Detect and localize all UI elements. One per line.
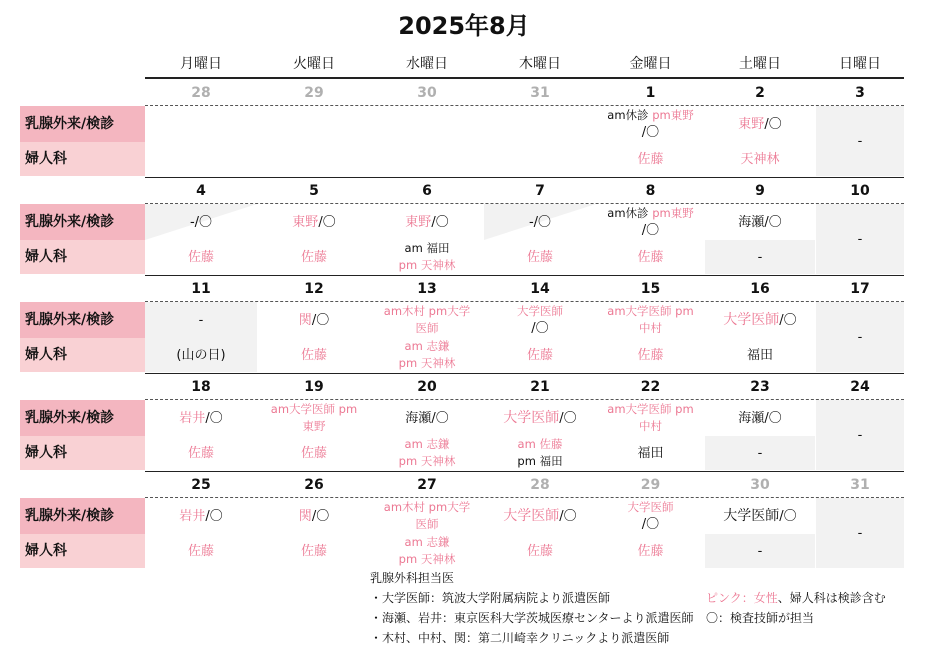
cell-line <box>190 214 212 231</box>
date-number: 28 <box>530 477 550 493</box>
sunday-closed-mark <box>816 106 904 176</box>
cell-text: 佐藤 <box>300 347 327 363</box>
cell-line <box>607 303 693 320</box>
cell-line <box>642 516 659 533</box>
cell-text: 大学医師 <box>517 304 563 318</box>
date-number: 10 <box>850 183 870 199</box>
date-number: 13 <box>417 281 437 297</box>
date-number: 23 <box>750 379 770 395</box>
cell-text: 佐藤 <box>637 249 664 265</box>
date-number: 31 <box>850 477 870 493</box>
cell-line <box>179 410 222 427</box>
week-separator <box>145 275 904 276</box>
cell-line <box>723 312 796 329</box>
cell-line <box>188 543 214 560</box>
cell-text: /〇 <box>431 214 449 230</box>
cell-line <box>738 410 781 427</box>
date-number: 16 <box>750 281 770 297</box>
cell-text: 東野 <box>405 214 432 230</box>
cell-text: /〇 <box>779 508 797 524</box>
week-separator <box>145 373 904 374</box>
cell-text: am 志鎌 <box>404 339 450 353</box>
breast-clinic-cell <box>705 498 815 534</box>
cell-text: 海瀬 <box>405 410 432 426</box>
cell-line <box>637 543 663 560</box>
gynecology-cell <box>597 534 704 568</box>
cell-text: 東野 <box>738 116 765 132</box>
cell-text: /〇 <box>764 116 782 132</box>
cell-text: 佐藤 <box>526 543 553 559</box>
breast-clinic-cell <box>371 400 483 436</box>
cell-text: am 志鎌 <box>404 535 450 549</box>
weekday-header: 土曜日 <box>739 56 781 72</box>
breast-clinic-cell <box>258 400 370 436</box>
cell-line <box>503 508 576 525</box>
cell-text: /〇 <box>531 321 549 336</box>
cell-text: 関 <box>298 508 312 524</box>
cell-text: am大学医師 pm <box>607 304 694 318</box>
cell-line <box>405 214 448 231</box>
cell-line <box>303 418 326 435</box>
gynecology-cell <box>705 534 815 568</box>
cell-text: am 佐藤 <box>517 437 563 451</box>
gynecology-cell <box>484 338 596 372</box>
legend-pink-word: ピンク：女性 <box>706 591 778 605</box>
date-number: 29 <box>304 85 324 101</box>
cell-text: 岩井 <box>179 410 206 426</box>
cell-text: 佐藤 <box>637 151 664 167</box>
cell-text: - <box>757 445 763 461</box>
cell-text: 福田 <box>637 445 664 461</box>
cell-line <box>399 355 456 372</box>
cell-text: 医師 <box>415 321 439 335</box>
cell-line <box>399 257 456 274</box>
cell-text: /〇 <box>311 312 330 328</box>
cell-text: pm 天神林 <box>398 258 456 272</box>
gynecology-cell <box>258 534 370 568</box>
cell-text: am大学医師 pm <box>607 402 694 416</box>
cell-text: /〇 <box>641 223 660 238</box>
cell-text: 東野 <box>292 214 319 230</box>
date-number: 24 <box>850 379 870 395</box>
cell-line <box>637 151 663 168</box>
row-label-breast: 乳腺外来/検診 <box>20 302 145 338</box>
gynecology-cell <box>705 436 815 470</box>
breast-clinic-cell <box>145 204 257 240</box>
cell-text: 佐藤 <box>187 543 214 559</box>
cell-text: am大学医師 pm <box>270 402 358 416</box>
cell-line <box>199 312 204 329</box>
breast-clinic-cell <box>597 106 704 142</box>
cell-line <box>301 347 327 364</box>
doctor-notes <box>370 568 694 648</box>
cell-text: 福田 <box>746 347 773 363</box>
cell-line <box>399 453 456 470</box>
gynecology-cell <box>705 240 815 274</box>
cell-line <box>758 249 763 266</box>
gynecology-cell <box>484 534 596 568</box>
cell-text: 海瀬 <box>738 214 765 230</box>
weekday-header: 火曜日 <box>293 56 335 72</box>
gynecology-cell <box>484 436 596 470</box>
gynecology-cell <box>597 142 704 176</box>
breast-clinic-cell <box>597 204 704 240</box>
cell-text: /〇 <box>559 410 577 426</box>
cell-text: 佐藤 <box>526 347 553 363</box>
notes-line-2: ・海瀬、岩井：東京医科大学茨城医療センターより派遣医師 <box>370 611 694 625</box>
cell-text: 佐藤 <box>637 347 664 363</box>
cell-text: /〇 <box>779 312 797 328</box>
cell-line <box>738 116 781 133</box>
cell-line <box>637 445 663 462</box>
breast-clinic-cell <box>484 498 596 534</box>
cell-text: 大学医師 <box>503 507 560 524</box>
sunday-closed-mark <box>816 400 904 470</box>
cell-text: pm 福田 <box>517 454 563 468</box>
weekday-header: 金曜日 <box>629 56 672 72</box>
breast-clinic-cell <box>597 400 704 436</box>
date-number: 26 <box>304 477 324 493</box>
date-number: 1 <box>645 85 656 101</box>
date-number: 11 <box>191 281 211 297</box>
date-number: 8 <box>645 183 656 199</box>
breast-clinic-cell <box>371 498 483 534</box>
cell-text: - <box>757 249 763 265</box>
weekday-header: 木曜日 <box>519 56 561 72</box>
closed-dash: - <box>857 525 863 541</box>
cell-text: 大学医師 <box>627 500 674 514</box>
gynecology-cell <box>705 142 815 176</box>
cell-line <box>188 445 214 462</box>
cell-line <box>405 436 450 453</box>
gynecology-cell <box>145 436 257 470</box>
notes-heading: 乳腺外科担当医 <box>370 571 455 585</box>
legend <box>706 588 886 628</box>
gynecology-cell <box>597 436 704 470</box>
date-number: 19 <box>304 379 324 395</box>
cell-text: am 志鎌 <box>404 437 450 451</box>
closed-dash: - <box>857 133 863 149</box>
cell-line <box>637 347 663 364</box>
cell-line <box>176 347 225 364</box>
cell-line <box>188 249 214 266</box>
cell-text: /〇 <box>318 214 336 230</box>
cell-text: am 福田 <box>404 241 450 255</box>
date-number: 20 <box>417 379 437 395</box>
closed-dash: - <box>857 329 863 345</box>
date-number: 5 <box>309 183 319 199</box>
cell-text: 大学医師 <box>503 409 560 426</box>
cell-text: /〇 <box>205 508 223 524</box>
cell-text: 海瀬 <box>738 410 765 426</box>
gynecology-cell <box>484 240 596 274</box>
breast-clinic-cell <box>145 400 257 436</box>
cell-line <box>299 508 329 525</box>
cell-line <box>639 418 662 435</box>
cell-text: /〇 <box>641 125 660 140</box>
cell-text: - <box>757 543 763 559</box>
cell-text: 中村 <box>639 321 662 335</box>
gynecology-cell <box>258 240 370 274</box>
cell-line <box>416 320 439 337</box>
date-number: 3 <box>855 85 865 101</box>
date-number: 18 <box>191 379 211 395</box>
date-number: 12 <box>304 281 324 297</box>
breast-clinic-cell <box>258 204 370 240</box>
gynecology-cell <box>371 534 483 568</box>
cell-text: 佐藤 <box>300 249 327 265</box>
cell-line <box>639 320 662 337</box>
week-separator <box>145 177 904 178</box>
date-number: 14 <box>530 281 550 297</box>
cell-text: 佐藤 <box>637 543 664 559</box>
cell-text: 東野 <box>302 419 326 433</box>
gynecology-cell <box>258 436 370 470</box>
sunday-closed-mark <box>816 302 904 372</box>
row-label-breast: 乳腺外来/検診 <box>20 106 145 142</box>
cell-text: 佐藤 <box>187 249 214 265</box>
cell-text: am休診 <box>607 108 653 122</box>
cell-text: /〇 <box>559 508 577 524</box>
cell-text: /〇 <box>764 214 782 230</box>
cell-line <box>740 151 779 168</box>
date-number: 28 <box>191 85 211 101</box>
cell-line <box>758 543 763 560</box>
gynecology-cell <box>145 534 257 568</box>
cell-line <box>399 551 456 568</box>
breast-clinic-cell <box>484 302 596 338</box>
breast-clinic-cell <box>705 204 815 240</box>
cell-text: /〇 <box>641 517 660 532</box>
date-number: 29 <box>640 477 661 493</box>
date-number: 7 <box>535 183 545 199</box>
gynecology-cell <box>705 338 815 372</box>
cell-line <box>517 453 562 470</box>
notes-line-1: ・大学医師：筑波大学附属病院より派遣医師 <box>370 591 611 605</box>
breast-clinic-cell <box>145 498 257 534</box>
legend-circle: 〇：検査技師が担当 <box>706 611 815 625</box>
breast-clinic-cell <box>705 400 815 436</box>
cell-text: am木村 pm大学 <box>383 304 471 318</box>
notes-line-3: ・木村、中村、関：第二川崎幸クリニックより派遣医師 <box>370 631 670 645</box>
cell-text: (山の日) <box>176 347 226 363</box>
date-number: 4 <box>196 183 206 199</box>
breast-clinic-cell <box>258 302 370 338</box>
gynecology-cell <box>371 436 483 470</box>
cell-line <box>607 401 693 418</box>
cell-text: -/〇 <box>189 214 213 230</box>
legend-pink <box>706 588 886 608</box>
cell-line <box>529 214 551 231</box>
cell-text: pm東野 <box>652 206 694 220</box>
cell-text: 佐藤 <box>526 249 553 265</box>
cell-line <box>723 508 796 525</box>
date-number: 22 <box>640 379 661 395</box>
weekday-header: 月曜日 <box>180 56 222 72</box>
date-number: 2 <box>755 85 765 101</box>
cell-line <box>179 508 222 525</box>
gynecology-cell <box>371 240 483 274</box>
weekday-header: 水曜日 <box>406 56 448 72</box>
cell-line <box>518 436 563 453</box>
cell-text: pm 天神林 <box>398 454 456 468</box>
cell-text: pm 天神林 <box>398 356 456 370</box>
date-number: 21 <box>530 379 550 395</box>
date-number: 31 <box>530 85 550 101</box>
breast-clinic-cell <box>145 302 257 338</box>
breast-clinic-cell <box>597 498 704 534</box>
gynecology-cell <box>371 338 483 372</box>
cell-line <box>738 214 781 231</box>
cell-text: /〇 <box>205 410 223 426</box>
sunday-closed-mark <box>816 498 904 568</box>
cell-line <box>642 222 659 239</box>
date-number: 9 <box>755 183 765 199</box>
cell-line <box>642 124 659 141</box>
gynecology-cell <box>145 240 257 274</box>
cell-line <box>405 338 450 355</box>
weekday-header: 日曜日 <box>839 56 881 72</box>
cell-line <box>384 499 470 516</box>
cell-text: /〇 <box>431 410 449 426</box>
cell-text: 中村 <box>639 419 662 433</box>
breast-clinic-cell <box>371 302 483 338</box>
row-label-breast: 乳腺外来/検診 <box>20 400 145 436</box>
cell-text: 大学医師 <box>723 507 780 524</box>
page-title: 2025年8月 <box>398 12 530 40</box>
cell-text: am木村 pm大学 <box>383 500 471 514</box>
cell-text: pm東野 <box>652 108 694 122</box>
cell-line <box>405 240 450 257</box>
cell-line <box>405 410 448 427</box>
cell-line <box>628 499 674 516</box>
date-number: 30 <box>750 477 770 493</box>
cell-line <box>292 214 335 231</box>
row-label-breast: 乳腺外来/検診 <box>20 204 145 240</box>
cell-text: pm 天神林 <box>398 552 456 566</box>
date-number: 30 <box>417 85 437 101</box>
cell-line <box>758 445 763 462</box>
cell-line <box>416 516 439 533</box>
date-number: 15 <box>640 281 661 297</box>
cell-text: 岩井 <box>179 508 206 524</box>
cell-line <box>527 347 553 364</box>
cell-text: -/〇 <box>528 214 552 230</box>
week-separator <box>145 471 904 472</box>
cell-line <box>299 312 329 329</box>
header-rule <box>145 77 904 79</box>
cell-line <box>503 410 576 427</box>
date-number: 25 <box>191 477 211 493</box>
row-label-gynecology: 婦人科 <box>20 436 145 470</box>
breast-clinic-cell <box>484 204 596 240</box>
breast-clinic-cell <box>371 204 483 240</box>
gynecology-cell <box>258 338 370 372</box>
cell-text: /〇 <box>311 508 330 524</box>
cell-line <box>527 249 553 266</box>
gynecology-cell <box>145 338 257 372</box>
cell-line <box>301 445 327 462</box>
row-label-gynecology: 婦人科 <box>20 534 145 568</box>
cell-text: 大学医師 <box>723 311 780 328</box>
cell-line <box>607 205 693 222</box>
gynecology-cell <box>597 338 704 372</box>
breast-clinic-cell <box>597 302 704 338</box>
cell-text: - <box>198 312 204 328</box>
date-number: 27 <box>417 477 437 493</box>
sunday-closed-mark <box>816 204 904 274</box>
breast-clinic-cell <box>705 302 815 338</box>
cell-line <box>637 249 663 266</box>
cell-line <box>384 303 470 320</box>
cell-line <box>607 107 693 124</box>
cell-line <box>301 249 327 266</box>
cell-text: /〇 <box>764 410 782 426</box>
row-label-gynecology: 婦人科 <box>20 142 145 176</box>
cell-line <box>517 303 563 320</box>
closed-dash: - <box>857 231 863 247</box>
cell-line <box>271 401 357 418</box>
breast-clinic-cell <box>484 400 596 436</box>
cell-line <box>301 543 327 560</box>
cell-text: 天神林 <box>740 151 780 167</box>
cell-text: am休診 <box>607 206 653 220</box>
row-label-gynecology: 婦人科 <box>20 338 145 372</box>
breast-clinic-cell <box>705 106 815 142</box>
closed-dash: - <box>857 427 863 443</box>
cell-line <box>531 320 548 337</box>
cell-text: 関 <box>298 312 312 328</box>
cell-text: 医師 <box>415 517 439 531</box>
cell-line <box>527 543 553 560</box>
legend-pink-rest: 、婦人科は検診含む <box>777 591 886 605</box>
cell-line <box>405 534 450 551</box>
row-label-breast: 乳腺外来/検診 <box>20 498 145 534</box>
breast-clinic-cell <box>258 498 370 534</box>
date-number: 6 <box>422 183 432 199</box>
cell-line <box>747 347 773 364</box>
cell-text: 佐藤 <box>300 445 327 461</box>
date-number: 17 <box>850 281 870 297</box>
row-label-gynecology: 婦人科 <box>20 240 145 274</box>
gynecology-cell <box>597 240 704 274</box>
cell-text: 佐藤 <box>187 445 214 461</box>
cell-text: 佐藤 <box>300 543 327 559</box>
